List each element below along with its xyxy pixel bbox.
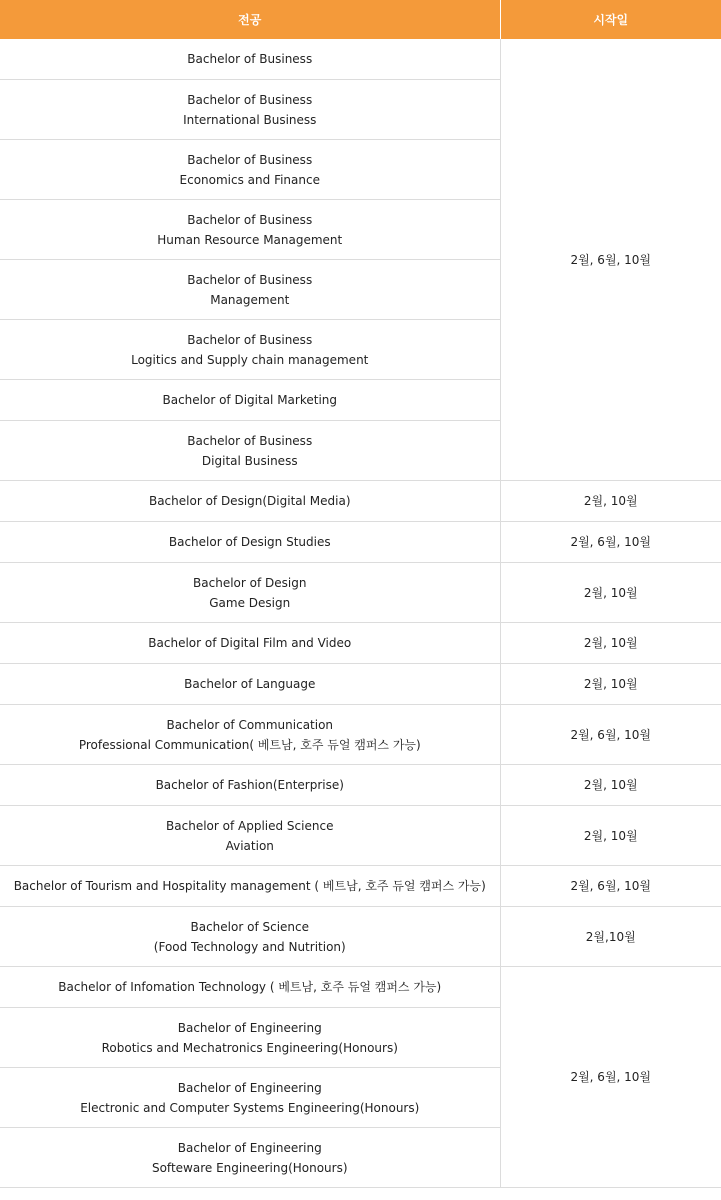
table-header-row bbox=[0, 0, 721, 39]
major-name-line: Bachelor of Science bbox=[190, 919, 309, 934]
table-row bbox=[0, 522, 721, 563]
table-row bbox=[0, 563, 721, 623]
major-name-line: Bachelor of Tourism and Hospitality management ( 베트남, 호주 듀얼 캠퍼스 가능) bbox=[13, 879, 486, 893]
major-cell bbox=[0, 260, 500, 320]
major-name-line: Bachelor of Infomation Technology ( 베트남, 호주 듀얼 캠퍼스 가능) bbox=[58, 980, 442, 994]
major-name-line: Bachelor of Business bbox=[187, 433, 313, 448]
major-cell bbox=[0, 1128, 500, 1188]
column-header-start-date: 시작일 bbox=[500, 0, 721, 39]
major-name-line: Bachelor of Design bbox=[193, 575, 307, 590]
major-cell bbox=[0, 765, 500, 806]
start-date-cell: 2월, 6월, 10월 bbox=[500, 522, 721, 563]
major-cell bbox=[0, 866, 500, 907]
table-row bbox=[0, 765, 721, 806]
major-cell bbox=[0, 967, 500, 1008]
major-name-line: Bachelor of Business bbox=[187, 212, 313, 227]
table-row bbox=[0, 705, 721, 765]
major-name-line: Bachelor of Digital Film and Video bbox=[148, 636, 352, 650]
start-date-cell: 2월, 10월 bbox=[500, 765, 721, 806]
major-name-line: Game Design bbox=[209, 595, 291, 610]
start-date-cell: 2월, 10월 bbox=[500, 806, 721, 866]
major-name-line: Bachelor of Language bbox=[184, 677, 316, 691]
major-name-line: Bachelor of Engineering bbox=[177, 1140, 322, 1155]
major-name-line: Electronic and Computer Systems Engineering(Honours) bbox=[80, 1100, 420, 1115]
major-name-line: International Business bbox=[183, 112, 317, 127]
major-name-line: Human Resource Management bbox=[157, 232, 343, 247]
major-name-line: Bachelor of Digital Marketing bbox=[162, 393, 337, 407]
major-name-line: Economics and Finance bbox=[179, 172, 320, 187]
major-name-line: Bachelor of Fashion(Enterprise) bbox=[155, 778, 344, 792]
table-body bbox=[0, 39, 721, 1188]
table-row bbox=[0, 39, 721, 80]
major-cell bbox=[0, 522, 500, 563]
column-header-major: 전공 bbox=[0, 0, 500, 39]
major-name-line: Bachelor of Business bbox=[187, 92, 313, 107]
major-cell bbox=[0, 380, 500, 421]
major-name-line: Bachelor of Communication bbox=[166, 717, 334, 732]
major-cell bbox=[0, 140, 500, 200]
major-cell bbox=[0, 481, 500, 522]
major-name-line: Aviation bbox=[225, 838, 274, 853]
table-row bbox=[0, 866, 721, 907]
start-date-cell: 2월, 10월 bbox=[500, 481, 721, 522]
start-date-cell: 2월, 6월, 10월 bbox=[500, 39, 721, 481]
start-date-cell: 2월,10월 bbox=[500, 907, 721, 967]
major-cell bbox=[0, 39, 500, 80]
major-name-line: Professional Communication( 베트남, 호주 듀얼 캠퍼스 가능) bbox=[78, 737, 421, 752]
major-name-line: Bachelor of Business bbox=[187, 272, 313, 287]
major-cell bbox=[0, 421, 500, 481]
major-name-line: Bachelor of Applied Science bbox=[166, 818, 334, 833]
table-row bbox=[0, 623, 721, 664]
major-cell bbox=[0, 705, 500, 765]
major-cell bbox=[0, 563, 500, 623]
major-cell bbox=[0, 320, 500, 380]
major-cell bbox=[0, 200, 500, 260]
start-date-cell: 2월, 6월, 10월 bbox=[500, 705, 721, 765]
major-name-line: Bachelor of Business bbox=[187, 52, 313, 66]
major-name-line: Digital Business bbox=[201, 453, 298, 468]
major-name-line: Bachelor of Engineering bbox=[177, 1020, 322, 1035]
major-name-line: Logitics and Supply chain management bbox=[131, 352, 369, 367]
start-date-cell: 2월, 6월, 10월 bbox=[500, 967, 721, 1188]
major-cell bbox=[0, 1068, 500, 1128]
table-row bbox=[0, 967, 721, 1008]
major-name-line: Softeware Engineering(Honours) bbox=[151, 1160, 348, 1175]
start-date-cell: 2월, 10월 bbox=[500, 623, 721, 664]
major-cell bbox=[0, 623, 500, 664]
start-date-cell: 2월, 10월 bbox=[500, 664, 721, 705]
major-name-line: Bachelor of Business bbox=[187, 332, 313, 347]
major-cell bbox=[0, 907, 500, 967]
major-name-line: (Food Technology and Nutrition) bbox=[153, 939, 346, 954]
table-row bbox=[0, 907, 721, 967]
major-name-line: Bachelor of Engineering bbox=[177, 1080, 322, 1095]
major-cell bbox=[0, 1008, 500, 1068]
major-cell bbox=[0, 806, 500, 866]
major-name-line: Robotics and Mechatronics Engineering(Honours) bbox=[101, 1040, 398, 1055]
major-name-line: Bachelor of Design(Digital Media) bbox=[148, 494, 351, 508]
major-name-line: Management bbox=[210, 292, 290, 307]
table-row bbox=[0, 806, 721, 866]
major-name-line: Bachelor of Design Studies bbox=[168, 535, 331, 549]
major-cell bbox=[0, 664, 500, 705]
table-row bbox=[0, 664, 721, 705]
major-name-line: Bachelor of Business bbox=[187, 152, 313, 167]
major-cell bbox=[0, 80, 500, 140]
start-date-cell: 2월, 6월, 10월 bbox=[500, 866, 721, 907]
start-date-cell: 2월, 10월 bbox=[500, 563, 721, 623]
table-row bbox=[0, 481, 721, 522]
